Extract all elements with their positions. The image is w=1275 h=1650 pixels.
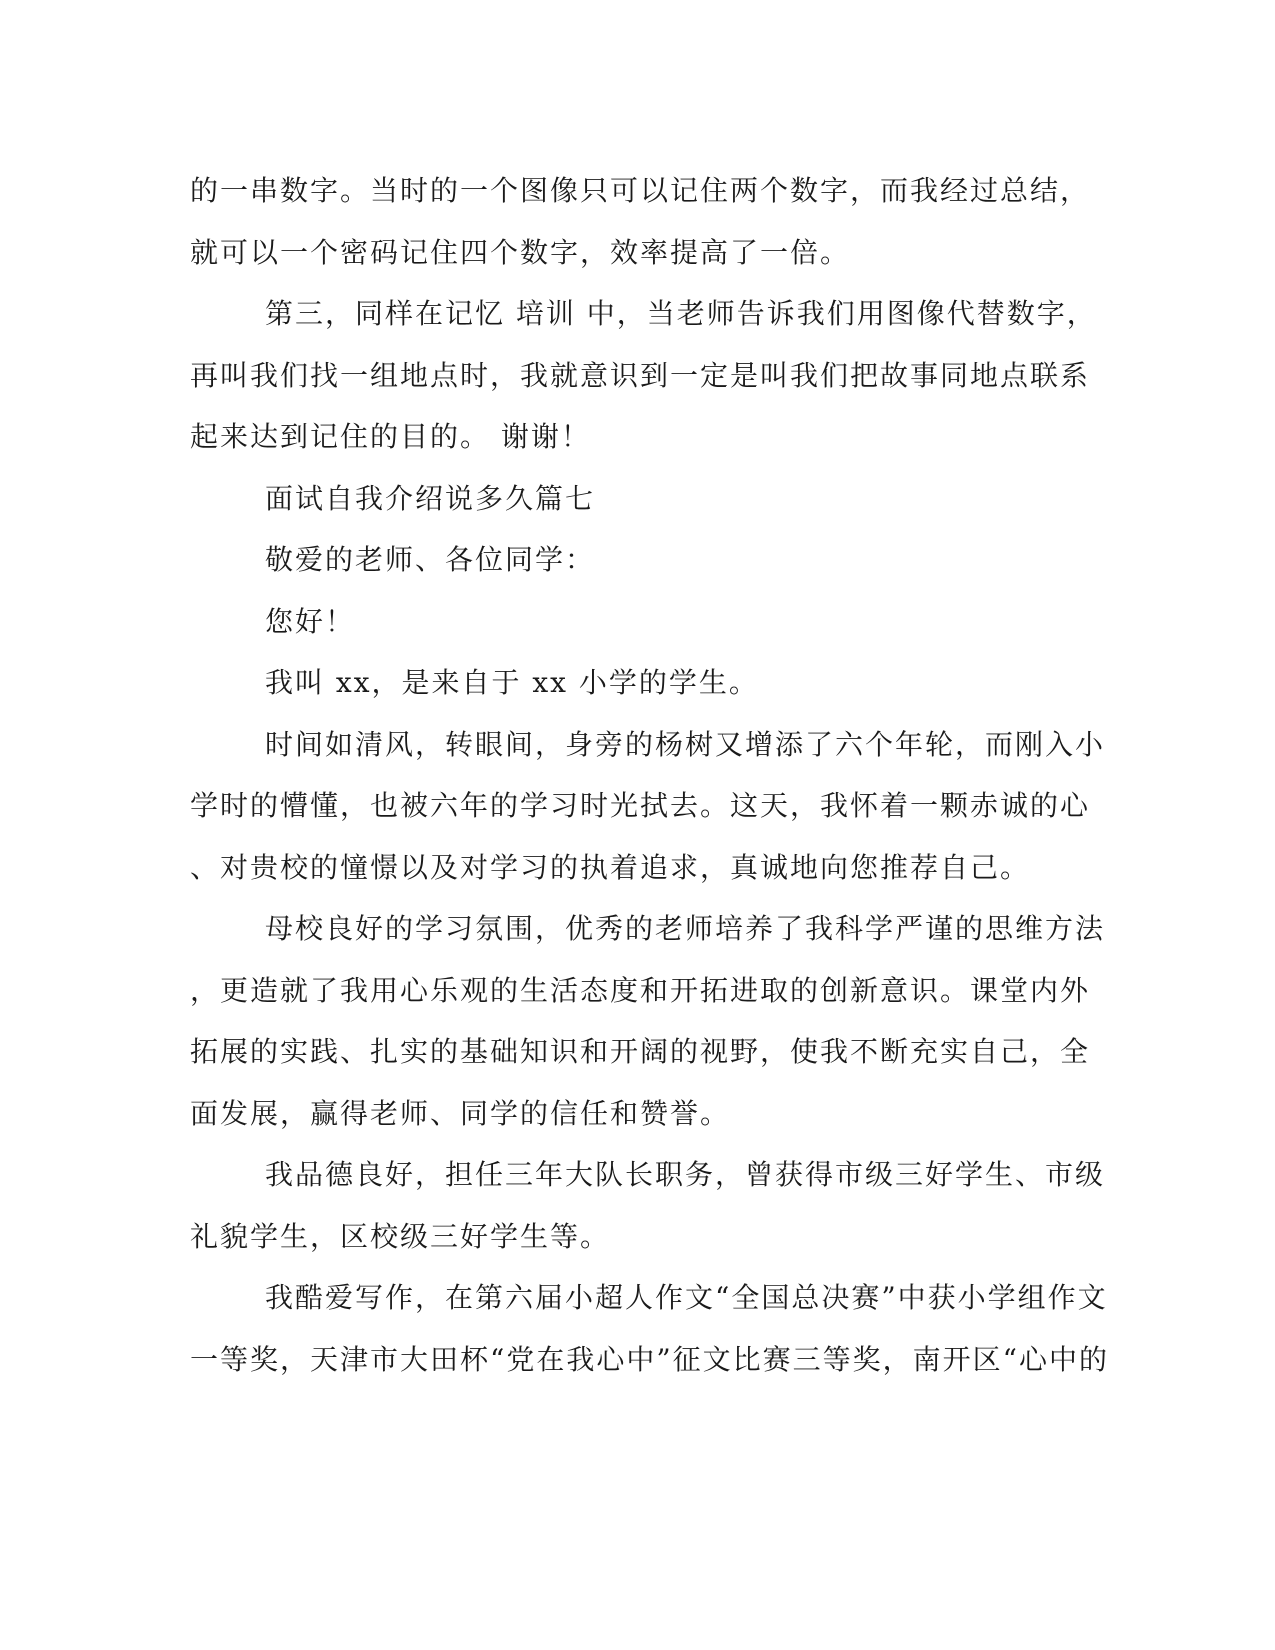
- document-body: [190, 160, 1109, 1390]
- salutation: 敬爱的老师、各位同学：: [265, 543, 596, 576]
- text-line: 我品德良好，担任三年大队长职务，曾获得市级三好学生、市级: [265, 1158, 1106, 1191]
- text-line: 一等奖，天津市大田杯“党在我心中”征文比赛三等奖，南开区“心中的: [190, 1342, 1109, 1376]
- text-line: 就可以一个密码记住四个数字，效率提高了一倍。: [190, 235, 851, 269]
- text-line: 学时的懵懂，也被六年的学习时光拭去。这天，我怀着一颗赤诚的心: [190, 789, 1091, 822]
- section-heading: 面试自我介绍说多久篇七: [265, 481, 596, 515]
- text-line: 我酷爱写作，在第六届小超人作文“全国总决赛”中获小学组作文: [265, 1281, 1108, 1314]
- text-line: 面发展，赢得老师、同学的信任和赞誉。: [190, 1096, 731, 1130]
- text-line: 礼貌学生，区校级三好学生等。: [190, 1219, 611, 1253]
- text-line: ，更造就了我用心乐观的生活态度和开拓进取的创新意识。课堂内外: [190, 973, 1091, 1007]
- text-line: 、对贵校的憧憬以及对学习的执着追求，真诚地向您推荐自己。: [190, 850, 1031, 884]
- text-line: 时间如清风，转眼间，身旁的杨树又增添了六个年轮，而刚入小: [265, 727, 1106, 761]
- text-line: 拓展的实践、扎实的基础知识和开阔的视野，使我不断充实自己，全: [190, 1035, 1091, 1068]
- text-line: 我叫 xx，是来自于 xx 小学的学生。: [265, 666, 759, 699]
- text-line: 的一串数字。当时的一个图像只可以记住两个数字，而我经过总结，: [190, 174, 1091, 207]
- text-line: 母校良好的学习氛围，优秀的老师培养了我科学严谨的思维方法: [265, 912, 1106, 945]
- text-line: 起来达到记住的目的。 谢谢！: [190, 420, 591, 453]
- greeting: 您好！: [265, 604, 356, 638]
- text-line: 第三，同样在记忆 培训 中，当老师告诉我们用图像代替数字，: [265, 297, 1097, 330]
- text-line: 再叫我们找一组地点时，我就意识到一定是叫我们把故事同地点联系: [190, 358, 1091, 392]
